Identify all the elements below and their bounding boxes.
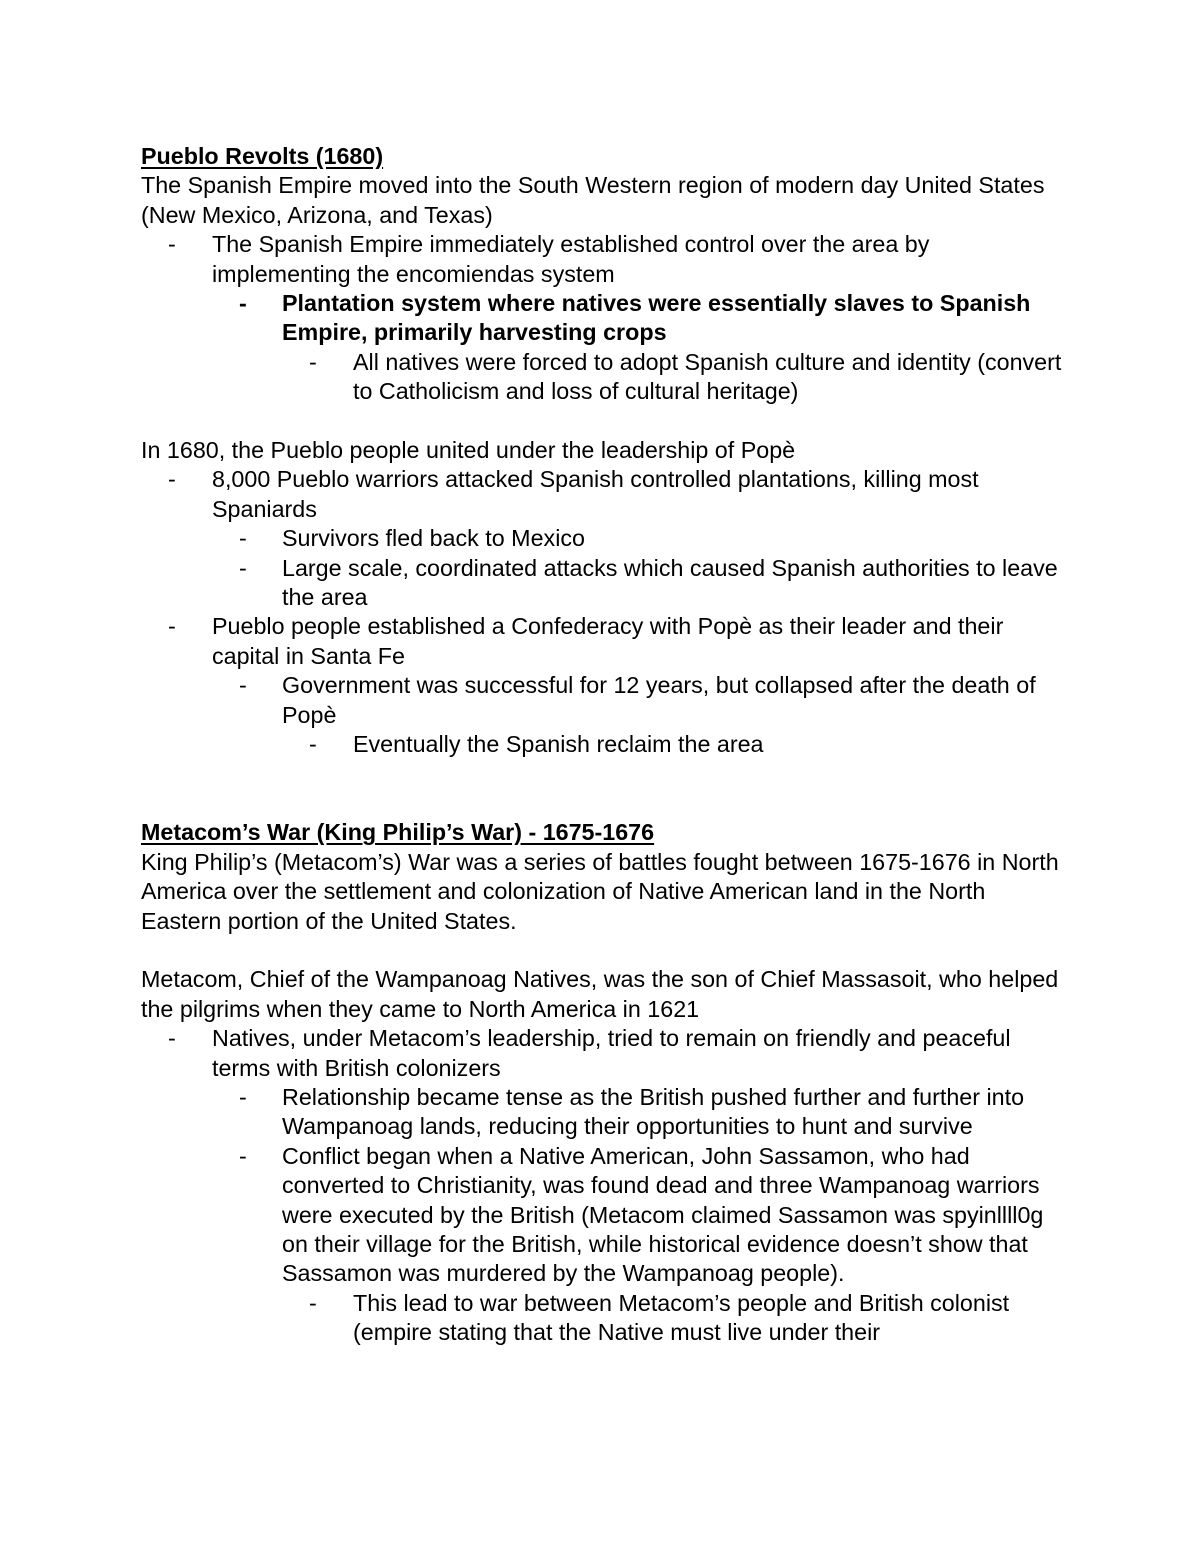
section-heading-metacoms-war: Metacom’s War (King Philip’s War) - 1675-1676 [141,819,655,846]
paragraph: Metacom, Chief of the Wampanoag Natives, was the son of Chief Massasoit, who helped the pilgrims when they came to North America in 1621 [141,966,1059,1022]
list-item-text: Eventually the Spanish reclaim the area [353,731,764,758]
list-item-text: Conflict began when a Native American, John Sassamon, who had converted to Christianity, was found dead and three Wampanoag warriors were executed by the British (Metacom claimed Sassamon was spyinllll0g on their village for the British, while historical evidence doesn’t show that Sassamon was murdered by the Wampanoag people). [282,1142,1044,1287]
list-item-text: The Spanish Empire immediately established control over the area by implementing the encomiendas system [212,231,930,287]
bullet-dash: - [239,672,247,699]
bullet-dash: - [239,1142,247,1169]
bullet-dash: - [239,525,247,552]
list-item [141,730,1071,759]
bullet-dash: - [168,613,176,640]
bullet-dash: - [309,1289,317,1316]
list-item-text: All natives were forced to adopt Spanish culture and identity (convert to Catholicism and loss of cultural heritage) [353,348,1062,405]
list-item-text: Survivors fled back to Mexico [282,525,585,552]
list-item-text: Plantation system where natives were essentially slaves to Spanish Empire, primarily harvesting crops [282,290,1031,346]
list-item-text: This lead to war between Metacom’s people and British colonist (empire stating that the Native must live under their [353,1289,1010,1346]
list-item [141,465,1071,524]
bullet-dash: - [239,290,247,317]
bullet-dash: - [168,466,176,493]
list-item-text: 8,000 Pueblo warriors attacked Spanish controlled plantations, killing most Spaniards [212,466,979,522]
list-item-text: Natives, under Metacom’s leadership, tried to remain on friendly and peaceful terms with British colonizers [212,1025,1011,1081]
bullet-dash: - [239,554,247,581]
paragraph: The Spanish Empire moved into the South Western region of modern day United States (New Mexico, Arizona, and Texas) [141,172,1045,228]
bullet-dash: - [168,1025,176,1052]
list-item [141,554,1071,613]
bullet-dash: - [309,731,317,758]
bullet-dash: - [168,231,176,258]
paragraph: In 1680, the Pueblo people united under the leadership of Popè [141,437,796,464]
paragraph: King Philip’s (Metacom’s) War was a series of battles fought between 1675-1676 in North America over the settlement and colonization of Native American land in the North Eastern portion of the United States. [141,848,1059,934]
document-page [141,142,1071,1348]
list-item [141,1083,1071,1142]
bullet-dash: - [309,348,317,375]
list-item [141,1289,1071,1348]
list-item [141,524,1071,553]
bullet-dash: - [239,1083,247,1110]
list-item-text: Government was successful for 12 years, but collapsed after the death of Popè [282,672,1036,728]
list-item [141,348,1071,407]
list-item-text: Pueblo people established a Confederacy with Popè as their leader and their capital in Santa Fe [212,613,1004,669]
list-item-text: Relationship became tense as the British pushed further and further into Wampanoag lands, reducing their opportunities to hunt and survive [282,1083,1025,1140]
list-item [141,289,1071,348]
list-item [141,612,1071,671]
list-item-text: Large scale, coordinated attacks which caused Spanish authorities to leave the area [282,554,1058,611]
section-heading-pueblo-revolts: Pueblo Revolts (1680) [141,143,384,169]
list-item [141,671,1071,730]
list-item [141,1142,1071,1289]
list-item [141,230,1071,289]
list-item [141,1024,1071,1083]
